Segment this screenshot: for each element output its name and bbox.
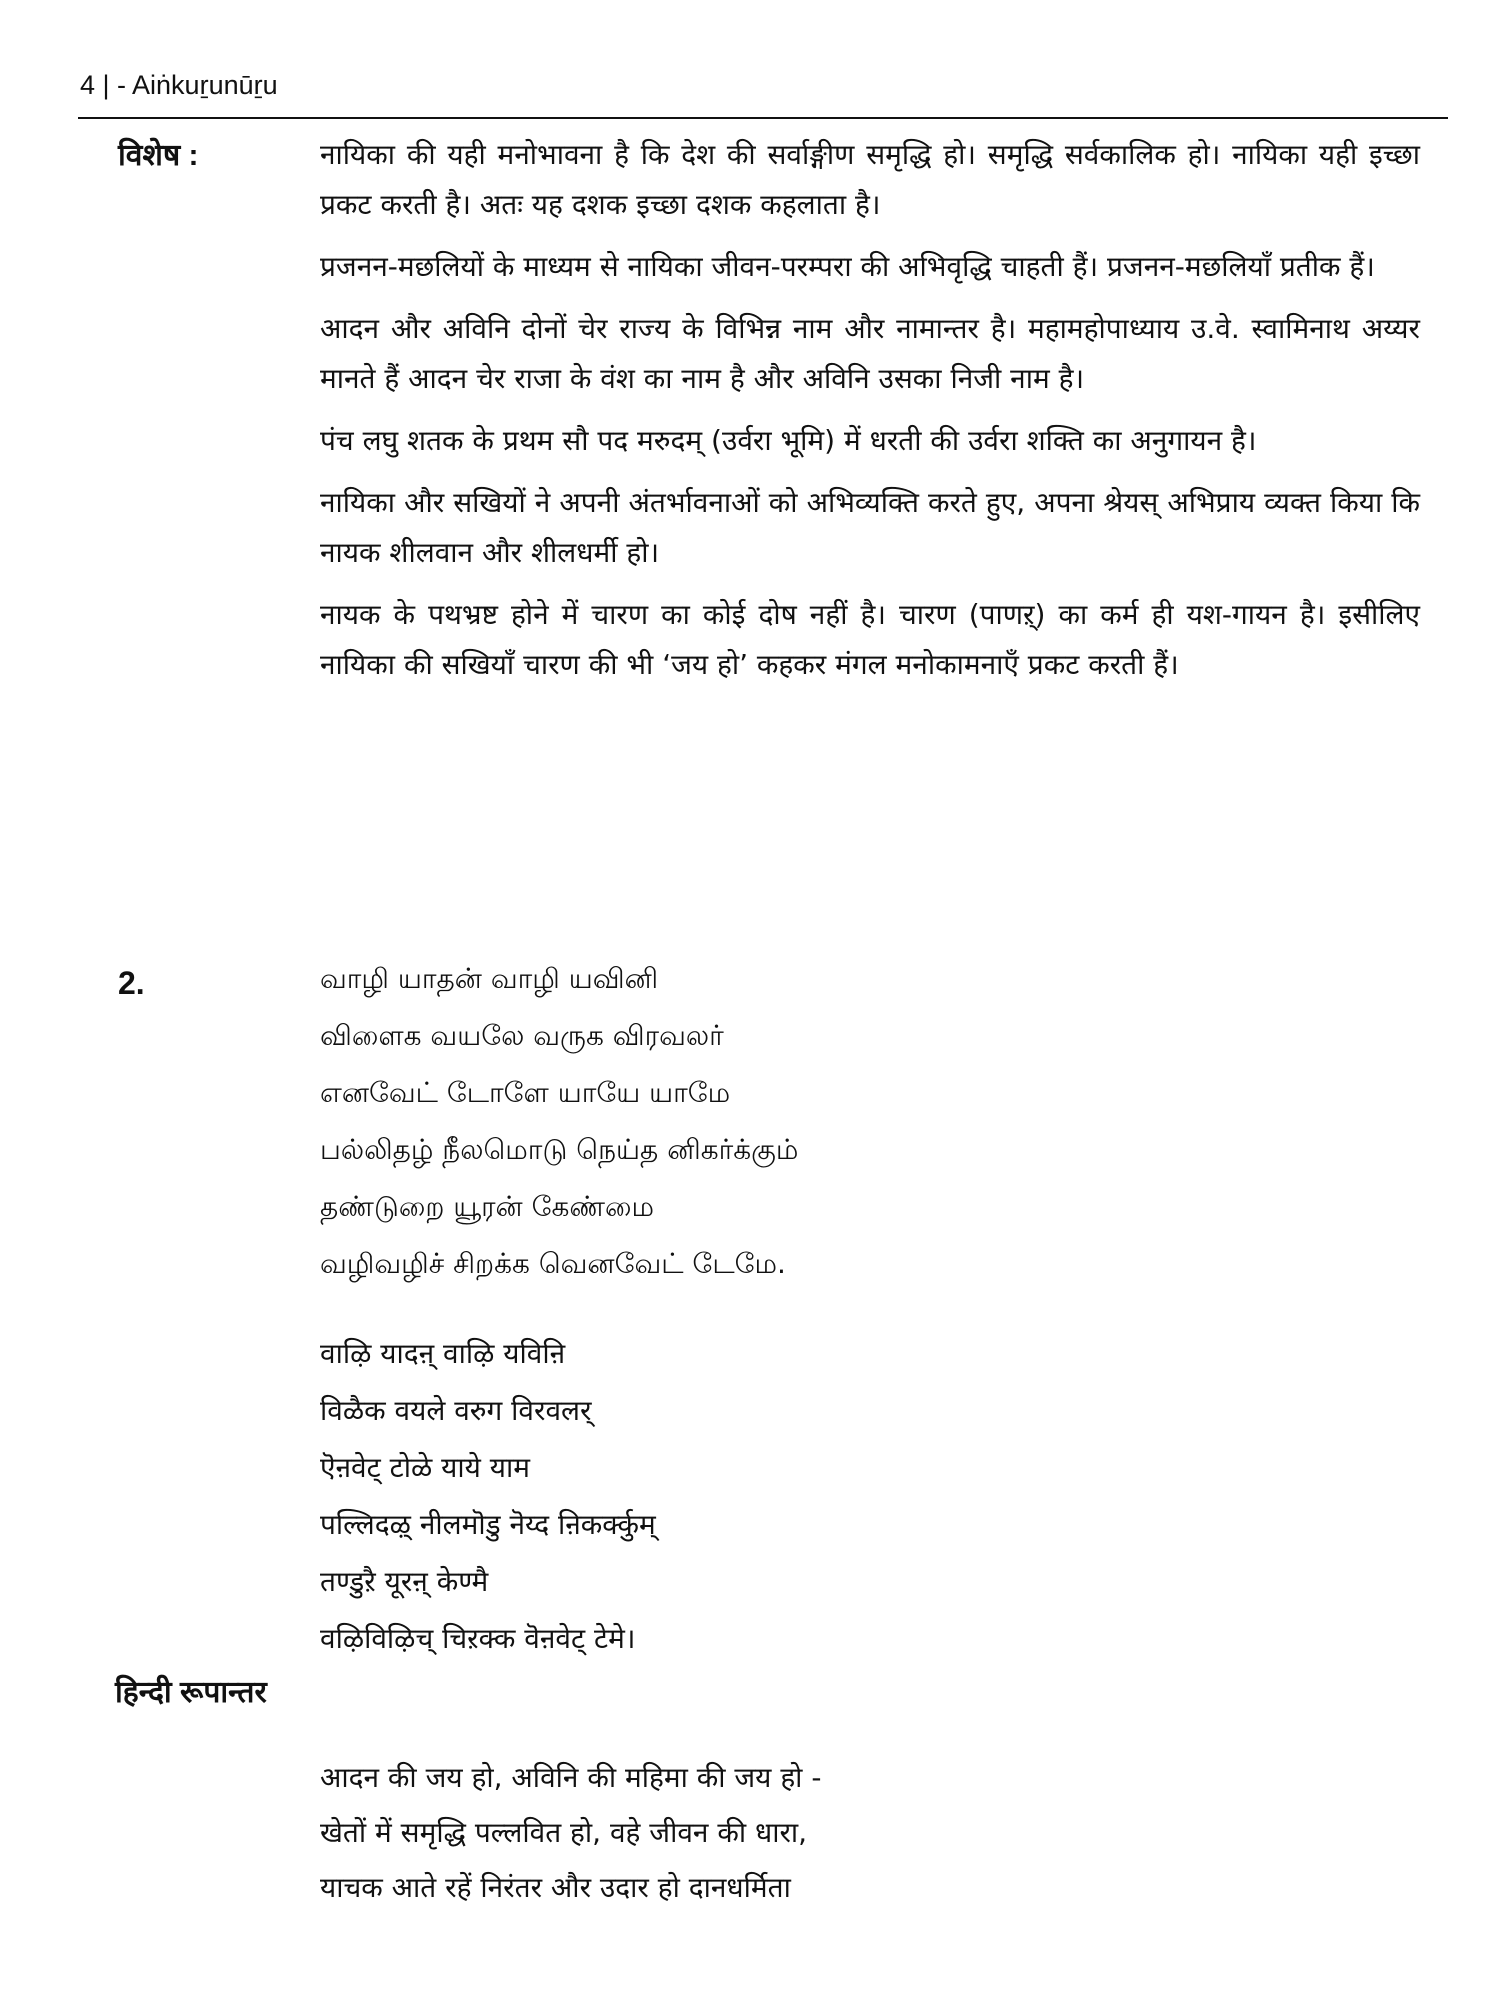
tamil-line: பல்லிதழ் நீலமொடு நெய்த னிகர்க்கும் xyxy=(320,1133,799,1166)
verse-number: 2. xyxy=(118,965,145,1001)
page-header: 4 | - Aiṅkuṟunūṟu xyxy=(80,70,278,100)
hindi-heading: हिन्दी रूपान्तर xyxy=(115,1676,267,1709)
note-paragraph: आदन और अविनि दोनों चेर राज्य के विभिन्न नाम और नामान्तर है। महामहोपाध्याय उ.वे. स्वामिनाथ अय्यर मानते हैं आदन चेर राजा के वंश का नाम है और अविनि उसका निजी नाम है। xyxy=(320,312,1420,395)
header-rule xyxy=(78,117,1448,119)
tamil-line: தண்டுறை யூரன் கேண்மை xyxy=(320,1190,655,1223)
hindi-line: याचक आते रहें निरंतर और उदार हो दानधर्मिता xyxy=(320,1871,791,1904)
note-paragraph: पंच लघु शतक के प्रथम सौ पद मरुदम् (उर्वरा भूमि) में धरती की उर्वरा शक्ति का अनुगायन है। xyxy=(320,424,1257,457)
tamil-line: விளைக வயலே வருக விரவலர் xyxy=(320,1019,724,1052)
transliteration-line: वाऴि यादऩ् वाऴि यविऩि xyxy=(320,1337,566,1370)
transliteration-verse xyxy=(320,1325,1420,1667)
tamil-verse xyxy=(320,950,1420,1292)
tamil-line: எனவேட் டோளே யாயே யாமே xyxy=(320,1076,731,1109)
special-label: विशेष : xyxy=(118,139,199,172)
transliteration-line: पल्लिदऴ् नीलमॊडु नॆय्द ऩिकर्क्कुम् xyxy=(320,1508,656,1541)
transliteration-line: तण्डुऱै यूरऩ् केण्मै xyxy=(320,1565,489,1598)
note-paragraph: प्रजनन-मछलियों के माध्यम से नायिका जीवन-परम्परा की अभिवृद्धि चाहती हैं। प्रजनन-मछलियाँ प्रतीक हैं। xyxy=(320,250,1375,283)
hindi-line: आदन की जय हो, अविनि की महिमा की जय हो - xyxy=(320,1761,822,1794)
note-paragraph: नायक के पथभ्रष्ट होने में चारण का कोई दोष नहीं है। चारण (पाणऱ्) का कर्म ही यश-गायन है। इसीलिए नायिका की सखियाँ चारण की भी ‘जय हो’ कहकर मंगल मनोकामनाएँ प्रकट करती हैं। xyxy=(320,598,1420,681)
note-paragraph: नायिका और सखियों ने अपनी अंतर्भावनाओं को अभिव्यक्ति करते हुए, अपना श्रेयस् अभिप्राय व्यक्त किया कि नायक शीलवान और शीलधर्मी हो। xyxy=(320,486,1420,569)
hindi-translation xyxy=(320,1750,1420,1915)
hindi-line: खेतों में समृद्धि पल्लवित हो, वहे जीवन की धारा, xyxy=(320,1816,808,1849)
note-paragraph: नायिका की यही मनोभावना है कि देश की सर्वाङ्गीण समृद्धि हो। समृद्धि सर्वकालिक हो। नायिका यही इच्छा प्रकट करती है। अतः यह दशक इच्छा दशक कहलाता है। xyxy=(320,138,1420,221)
transliteration-line: विळैक वयले वरुग विरवलर् xyxy=(320,1394,592,1427)
special-notes xyxy=(320,130,1420,702)
tamil-line: வாழி யாதன் வாழி யவினி xyxy=(320,962,659,995)
tamil-line: வழிவழிச் சிறக்க வெனவேட் டேமே. xyxy=(320,1247,786,1280)
transliteration-line: वऴिविऴिच् चिऱक्क वॆऩवेट् टेमे। xyxy=(320,1622,636,1655)
transliteration-line: ऎऩवेट् टोळे याये याम xyxy=(320,1451,531,1484)
